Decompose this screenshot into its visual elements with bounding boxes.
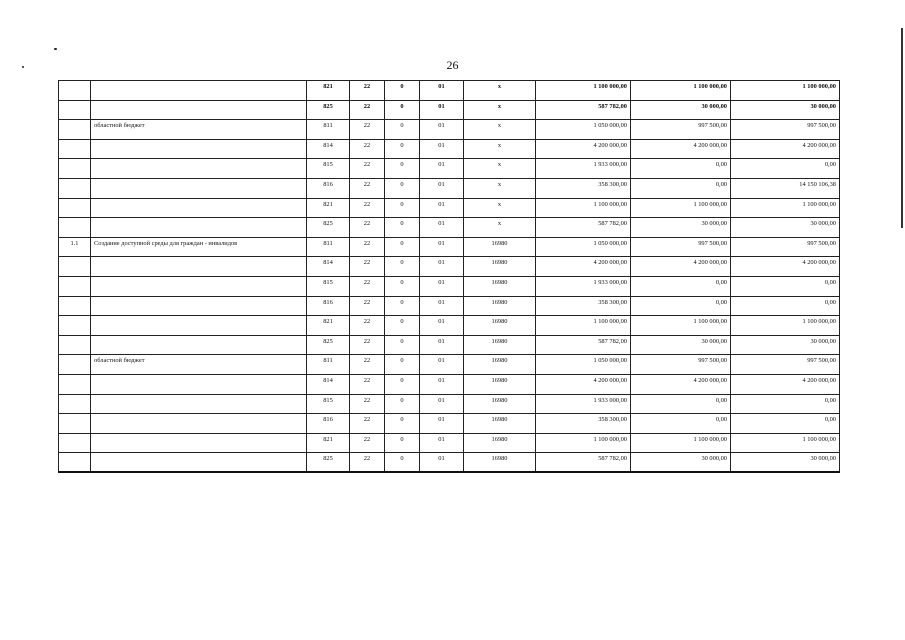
amount-year-1: 358 300,00 [536,178,631,198]
code-ministry: 821 [307,81,350,101]
code-event: x [464,100,536,120]
table-row [59,316,840,336]
code-ministry: 825 [307,453,350,473]
code-event: 16980 [464,276,536,296]
amount-year-1: 4 200 000,00 [536,374,631,394]
amount-year-2: 1 100 000,00 [631,81,731,101]
code-subprogram: 01 [420,198,464,218]
code-subprogram: 01 [420,218,464,238]
amount-year-3: 0,00 [731,296,840,316]
amount-year-2: 1 100 000,00 [631,316,731,336]
amount-year-3: 1 100 000,00 [731,316,840,336]
code-ministry: 814 [307,257,350,277]
row-name [91,257,307,277]
row-name [91,139,307,159]
amount-year-3: 0,00 [731,159,840,179]
amount-year-3: 1 100 000,00 [731,198,840,218]
row-index [59,433,91,453]
code-subprogram: 01 [420,355,464,375]
code-event: x [464,198,536,218]
amount-year-1: 1 050 000,00 [536,237,631,257]
row-index: 1.1 [59,237,91,257]
code-program: 0 [385,120,420,140]
code-program: 0 [385,257,420,277]
code-program: 0 [385,453,420,473]
amount-year-2: 0,00 [631,159,731,179]
code-subprogram: 01 [420,257,464,277]
code-section: 22 [350,159,385,179]
code-event: x [464,159,536,179]
page-number: 26 [446,58,459,72]
code-program: 0 [385,81,420,101]
code-program: 0 [385,394,420,414]
scan-speck [22,66,24,68]
code-subprogram: 01 [420,178,464,198]
amount-year-1: 1 100 000,00 [536,81,631,101]
code-program: 0 [385,218,420,238]
amount-year-1: 587 782,00 [536,335,631,355]
amount-year-2: 1 100 000,00 [631,198,731,218]
code-ministry: 814 [307,374,350,394]
code-subprogram: 01 [420,296,464,316]
code-section: 22 [350,257,385,277]
code-program: 0 [385,374,420,394]
code-program: 0 [385,276,420,296]
code-ministry: 821 [307,316,350,336]
scan-edge-line [901,28,903,228]
code-section: 22 [350,394,385,414]
code-ministry: 821 [307,433,350,453]
code-ministry: 815 [307,394,350,414]
code-section: 22 [350,316,385,336]
code-program: 0 [385,100,420,120]
code-ministry: 816 [307,178,350,198]
code-section: 22 [350,81,385,101]
code-subprogram: 01 [420,453,464,473]
table-row [59,218,840,238]
code-section: 22 [350,276,385,296]
amount-year-3: 997 500,00 [731,120,840,140]
code-ministry: 815 [307,159,350,179]
amount-year-3: 4 200 000,00 [731,257,840,277]
row-name [91,374,307,394]
row-name [91,335,307,355]
code-event: 16980 [464,394,536,414]
amount-year-1: 587 782,00 [536,453,631,473]
amount-year-1: 1 933 000,00 [536,394,631,414]
code-subprogram: 01 [420,100,464,120]
code-program: 0 [385,237,420,257]
code-subprogram: 01 [420,81,464,101]
scan-speck [54,48,57,50]
amount-year-3: 0,00 [731,414,840,434]
row-index [59,120,91,140]
amount-year-3: 997 500,00 [731,355,840,375]
code-ministry: 825 [307,100,350,120]
table-row [59,433,840,453]
amount-year-1: 358 300,00 [536,414,631,434]
row-name [91,453,307,473]
amount-year-2: 0,00 [631,178,731,198]
table-row [59,198,840,218]
amount-year-1: 4 200 000,00 [536,139,631,159]
row-name [91,81,307,101]
code-event: 16980 [464,237,536,257]
table-row [59,414,840,434]
code-ministry: 811 [307,120,350,140]
code-event: x [464,120,536,140]
code-ministry: 821 [307,198,350,218]
amount-year-1: 1 100 000,00 [536,198,631,218]
code-section: 22 [350,414,385,434]
code-event: 16980 [464,335,536,355]
amount-year-1: 1 933 000,00 [536,276,631,296]
code-subprogram: 01 [420,414,464,434]
code-event: x [464,139,536,159]
code-subprogram: 01 [420,316,464,336]
code-subprogram: 01 [420,433,464,453]
amount-year-2: 0,00 [631,276,731,296]
code-section: 22 [350,218,385,238]
row-index [59,394,91,414]
table-row [59,335,840,355]
amount-year-1: 1 100 000,00 [536,316,631,336]
code-program: 0 [385,414,420,434]
code-program: 0 [385,355,420,375]
amount-year-3: 0,00 [731,394,840,414]
code-section: 22 [350,100,385,120]
row-name [91,296,307,316]
amount-year-3: 997 500,00 [731,237,840,257]
code-program: 0 [385,316,420,336]
amount-year-3: 30 000,00 [731,100,840,120]
amount-year-2: 1 100 000,00 [631,433,731,453]
code-ministry: 814 [307,139,350,159]
row-name [91,316,307,336]
row-index [59,276,91,296]
code-ministry: 811 [307,355,350,375]
amount-year-1: 1 100 000,00 [536,433,631,453]
table-row [59,296,840,316]
row-index [59,296,91,316]
row-index [59,198,91,218]
amount-year-2: 30 000,00 [631,100,731,120]
code-section: 22 [350,433,385,453]
code-section: 22 [350,296,385,316]
code-program: 0 [385,198,420,218]
row-index [59,100,91,120]
code-subprogram: 01 [420,335,464,355]
amount-year-3: 14 150 106,38 [731,178,840,198]
amount-year-3: 4 200 000,00 [731,139,840,159]
amount-year-1: 358 300,00 [536,296,631,316]
row-index [59,414,91,434]
code-subprogram: 01 [420,139,464,159]
code-event: 16980 [464,374,536,394]
amount-year-2: 997 500,00 [631,237,731,257]
code-event: x [464,178,536,198]
amount-year-3: 1 100 000,00 [731,433,840,453]
amount-year-2: 30 000,00 [631,453,731,473]
row-name [91,100,307,120]
code-program: 0 [385,335,420,355]
row-index [59,335,91,355]
table-row [59,394,840,414]
row-index [59,355,91,375]
row-index [59,453,91,473]
table-row [59,159,840,179]
row-name [91,414,307,434]
code-ministry: 816 [307,296,350,316]
amount-year-3: 30 000,00 [731,335,840,355]
table-row [59,453,840,473]
row-name [91,276,307,296]
amount-year-2: 0,00 [631,394,731,414]
amount-year-2: 4 200 000,00 [631,139,731,159]
code-section: 22 [350,453,385,473]
table-row [59,374,840,394]
code-section: 22 [350,355,385,375]
code-program: 0 [385,139,420,159]
code-program: 0 [385,159,420,179]
code-event: 16980 [464,257,536,277]
amount-year-1: 1 933 000,00 [536,159,631,179]
code-section: 22 [350,237,385,257]
code-ministry: 825 [307,335,350,355]
code-subprogram: 01 [420,276,464,296]
code-event: 16980 [464,414,536,434]
code-subprogram: 01 [420,394,464,414]
amount-year-1: 1 050 000,00 [536,120,631,140]
code-section: 22 [350,120,385,140]
row-name [91,218,307,238]
amount-year-3: 0,00 [731,276,840,296]
row-name [91,433,307,453]
row-name [91,394,307,414]
code-event: x [464,81,536,101]
code-event: 16980 [464,355,536,375]
code-section: 22 [350,139,385,159]
table-row [59,100,840,120]
row-index [59,257,91,277]
code-event: 16980 [464,433,536,453]
code-section: 22 [350,198,385,218]
amount-year-1: 587 782,00 [536,218,631,238]
code-section: 22 [350,335,385,355]
code-event: 16980 [464,296,536,316]
amount-year-2: 4 200 000,00 [631,257,731,277]
code-ministry: 811 [307,237,350,257]
row-name: Создание доступной среды для граждан - инвалидов [91,237,307,257]
row-name [91,159,307,179]
amount-year-3: 4 200 000,00 [731,374,840,394]
amount-year-2: 997 500,00 [631,120,731,140]
code-ministry: 815 [307,276,350,296]
table-row [59,139,840,159]
table-row [59,257,840,277]
amount-year-1: 587 782,00 [536,100,631,120]
amount-year-2: 997 500,00 [631,355,731,375]
code-ministry: 816 [307,414,350,434]
amount-year-2: 30 000,00 [631,335,731,355]
row-index [59,159,91,179]
amount-year-2: 0,00 [631,414,731,434]
code-program: 0 [385,178,420,198]
code-event: x [464,218,536,238]
row-name [91,178,307,198]
amount-year-2: 30 000,00 [631,218,731,238]
amount-year-2: 0,00 [631,296,731,316]
table-row [59,178,840,198]
code-program: 0 [385,296,420,316]
row-index [59,139,91,159]
code-subprogram: 01 [420,374,464,394]
row-index [59,81,91,101]
code-subprogram: 01 [420,120,464,140]
code-event: 16980 [464,316,536,336]
amount-year-3: 30 000,00 [731,218,840,238]
amount-year-3: 30 000,00 [731,453,840,473]
budget-table [58,80,840,473]
table-body [59,81,840,473]
amount-year-1: 1 050 000,00 [536,355,631,375]
code-ministry: 825 [307,218,350,238]
code-event: 16980 [464,453,536,473]
code-section: 22 [350,178,385,198]
table-row [59,120,840,140]
table-row [59,276,840,296]
row-name: областной бюджет [91,120,307,140]
code-section: 22 [350,374,385,394]
row-name: областной бюджет [91,355,307,375]
amount-year-2: 4 200 000,00 [631,374,731,394]
code-subprogram: 01 [420,237,464,257]
amount-year-1: 4 200 000,00 [536,257,631,277]
row-name [91,198,307,218]
row-index [59,374,91,394]
code-program: 0 [385,433,420,453]
row-index [59,316,91,336]
row-index [59,178,91,198]
row-index [59,218,91,238]
table-row [59,237,840,257]
amount-year-3: 1 100 000,00 [731,81,840,101]
table-row [59,355,840,375]
table-row [59,81,840,101]
code-subprogram: 01 [420,159,464,179]
